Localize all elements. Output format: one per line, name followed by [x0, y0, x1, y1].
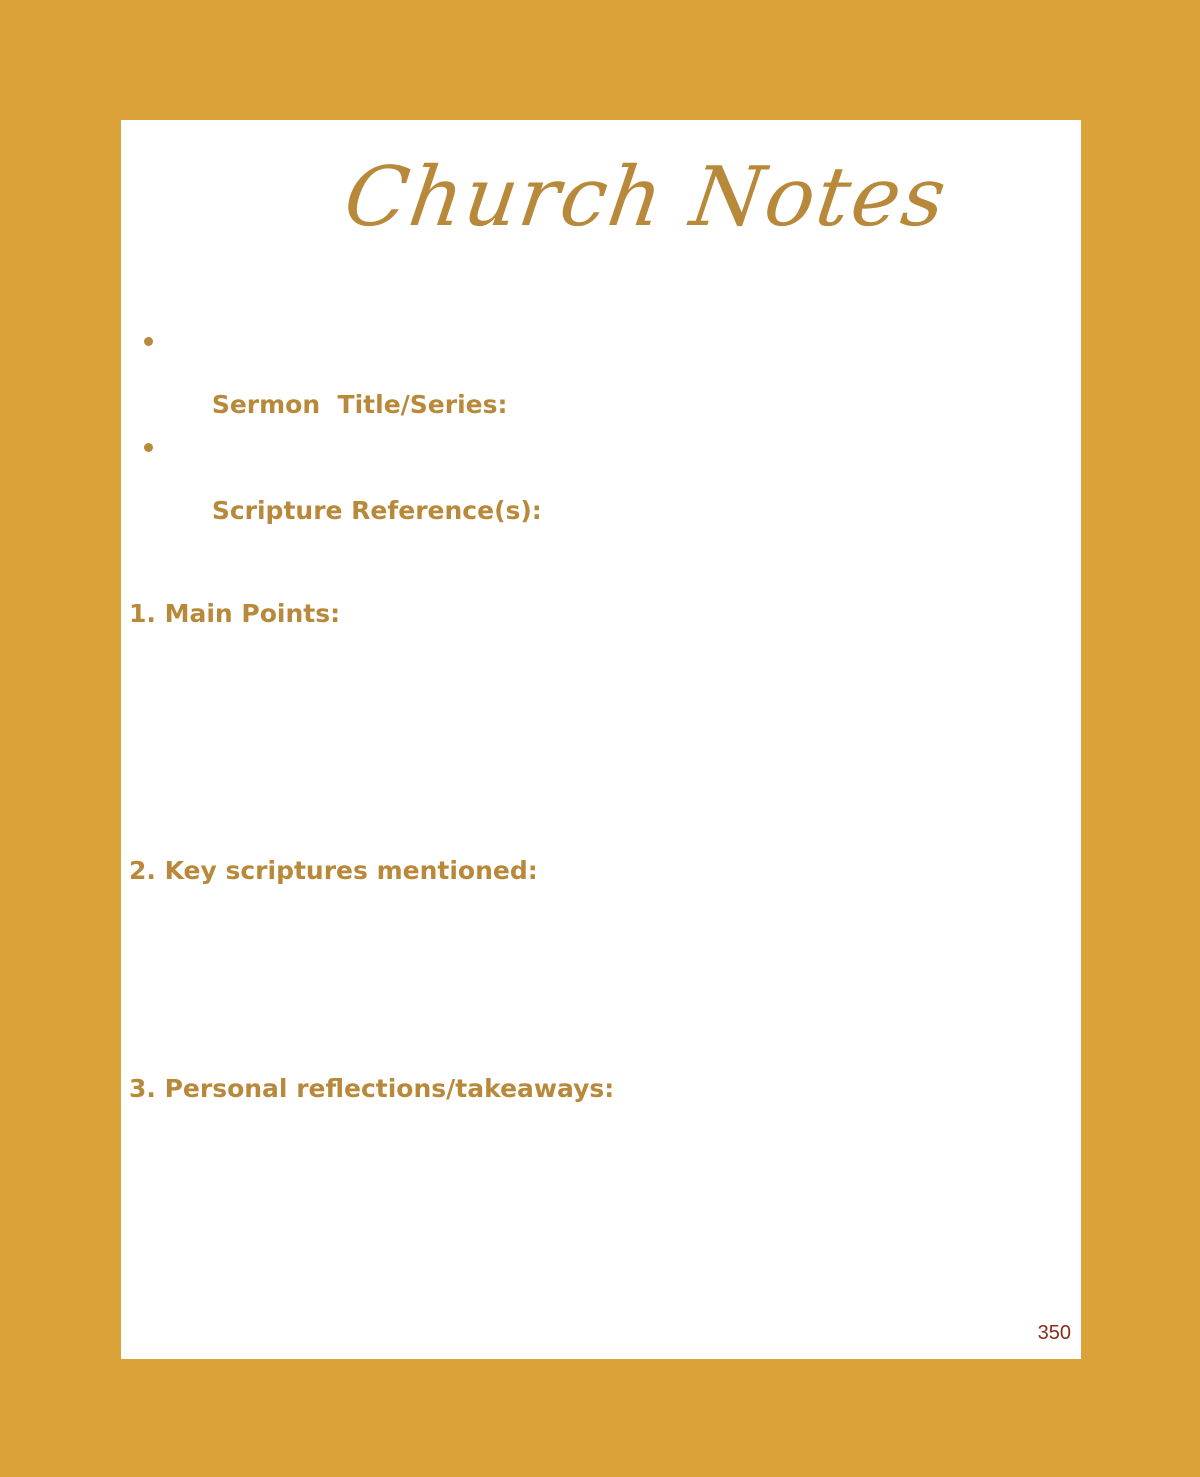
field-label: Sermon Title/Series: — [211, 390, 508, 419]
field-scripture-reference — [177, 431, 542, 559]
field-label: Scripture Reference(s): — [211, 496, 542, 525]
bullet-dot — [144, 443, 153, 452]
notes-page — [121, 120, 1081, 1359]
bullet-dot — [144, 337, 153, 346]
section-personal-reflections: 3. Personal reflections/takeaways: — [129, 1074, 615, 1103]
section-main-points: 1. Main Points: — [129, 599, 341, 628]
section-key-scriptures: 2. Key scriptures mentioned: — [129, 856, 538, 885]
page-title: Church Notes — [338, 150, 954, 245]
page-number: 350 — [1037, 1322, 1071, 1344]
